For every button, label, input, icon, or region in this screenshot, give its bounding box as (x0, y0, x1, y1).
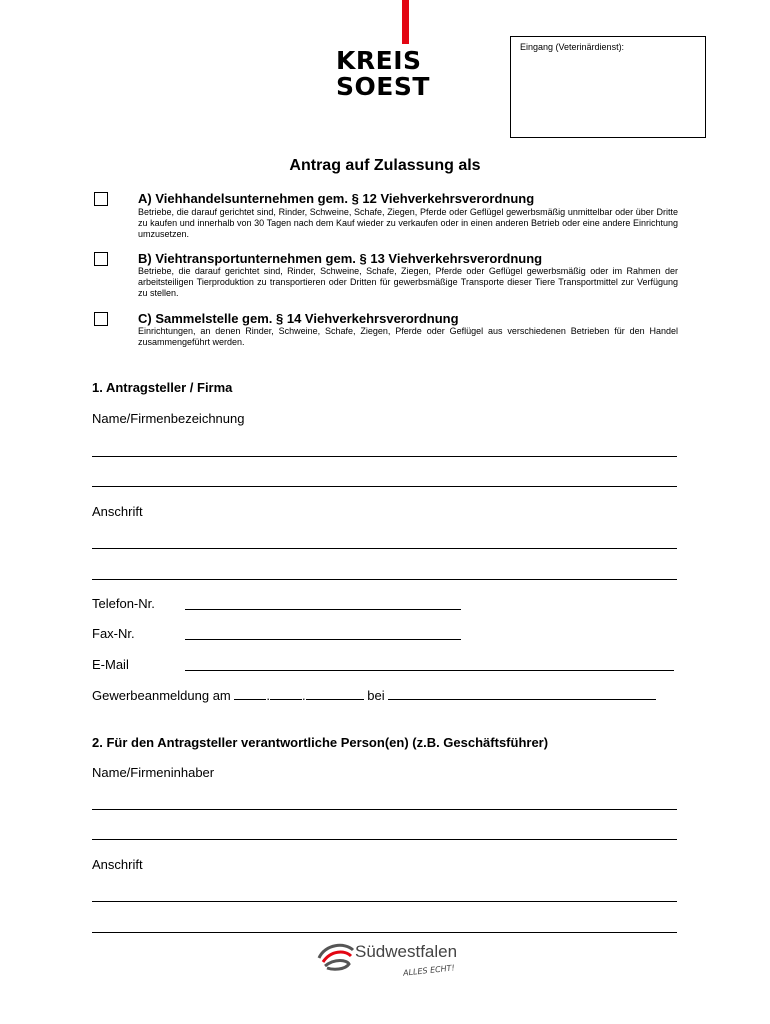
footer-tagline: ALLES ECHT! (402, 963, 456, 978)
email-label: E-Mail (92, 657, 129, 672)
name-label: Name/Firmenbezeichnung (92, 411, 245, 426)
fax-label: Fax-Nr. (92, 626, 135, 641)
option-b-title: B) Viehtransportunternehmen gem. § 13 Viehverkehrsverordnung (138, 251, 543, 266)
option-c-title: C) Sammelstelle gem. § 14 Viehverkehrsverordnung (138, 311, 459, 326)
intake-stamp-label: Eingang (Veterinärdienst): (520, 42, 625, 52)
section1-title: 1. Antragsteller / Firma (92, 380, 233, 395)
name-input-line-2[interactable] (92, 486, 677, 487)
phone-label: Telefon-Nr. (92, 596, 155, 611)
owner-name-line-1[interactable] (92, 809, 677, 810)
option-a-title: A) Viehhandelsunternehmen gem. § 12 Viehverkehrsverordnung (138, 191, 535, 206)
option-c-checkbox[interactable] (94, 312, 108, 326)
logo-bar (402, 0, 409, 44)
owner-address-line-1[interactable] (92, 901, 677, 902)
form-title: Antrag auf Zulassung als (289, 157, 481, 174)
email-input-line[interactable] (185, 670, 674, 671)
owner-address-label: Anschrift (92, 857, 143, 872)
trade-date-day-field[interactable] (234, 688, 266, 700)
option-b-checkbox[interactable] (94, 252, 108, 266)
footer-brand: Südwestfalen (355, 942, 458, 961)
logo-line-soest: SOEST (336, 72, 430, 101)
trade-authority-field[interactable] (388, 688, 656, 700)
trade-registration-row: Gewerbeanmeldung am . . bei (92, 688, 656, 703)
kreis-soest-logo (336, 48, 436, 100)
owner-name-label: Name/Firmeninhaber (92, 765, 215, 780)
address-input-line-2[interactable] (92, 579, 677, 580)
trade-date-month-field[interactable] (270, 688, 302, 700)
intake-stamp-box (510, 36, 706, 138)
option-a-description: Betriebe, die darauf gerichtet sind, Rinder, Schweine, Schafe, Ziegen, Pferde oder Geflügel gewerbsmäßig unmittelbar oder über Dritte zu kaufen und innerhalb von 30 Tagen nach dem Kauf wieder zu verkaufen oder in einen anderen Betrieb oder eine andere Einrichtung umzusetzen. (138, 207, 678, 239)
suedwestfalen-logo (315, 936, 475, 986)
owner-name-line-2[interactable] (92, 839, 677, 840)
option-a-checkbox[interactable] (94, 192, 108, 206)
fax-input-line[interactable] (185, 639, 461, 640)
trade-authority-label: bei (367, 688, 385, 703)
trade-date-year-field[interactable] (306, 688, 364, 700)
section2-title: 2. Für den Antragsteller verantwortliche Person(en) (z.B. Geschäftsführer) (92, 735, 549, 750)
phone-input-line[interactable] (185, 609, 461, 610)
trade-registration-label: Gewerbeanmeldung am (92, 688, 231, 703)
address-label: Anschrift (92, 504, 143, 519)
address-input-line-1[interactable] (92, 548, 677, 549)
name-input-line-1[interactable] (92, 456, 677, 457)
logo-line-kreis: KREIS (336, 46, 422, 75)
owner-address-line-2[interactable] (92, 932, 677, 933)
option-c-description: Einrichtungen, an denen Rinder, Schweine, Schafe, Ziegen, Pferde oder Geflügel aus verschiedenen Betrieben für den Handel zusammengeführt werden. (138, 326, 678, 347)
option-b-description: Betriebe, die darauf gerichtet sind, Rinder, Schweine, Schafe, Ziegen, Pferde oder Geflügel gewerbsmäßig oder im Rahmen der arbeitsteiligen Tierproduktion zu transportieren oder Dritten für gewerbsmäßige Transporte dieser Tiere Transportmittel zur Verfügung zu stellen. (138, 266, 678, 298)
